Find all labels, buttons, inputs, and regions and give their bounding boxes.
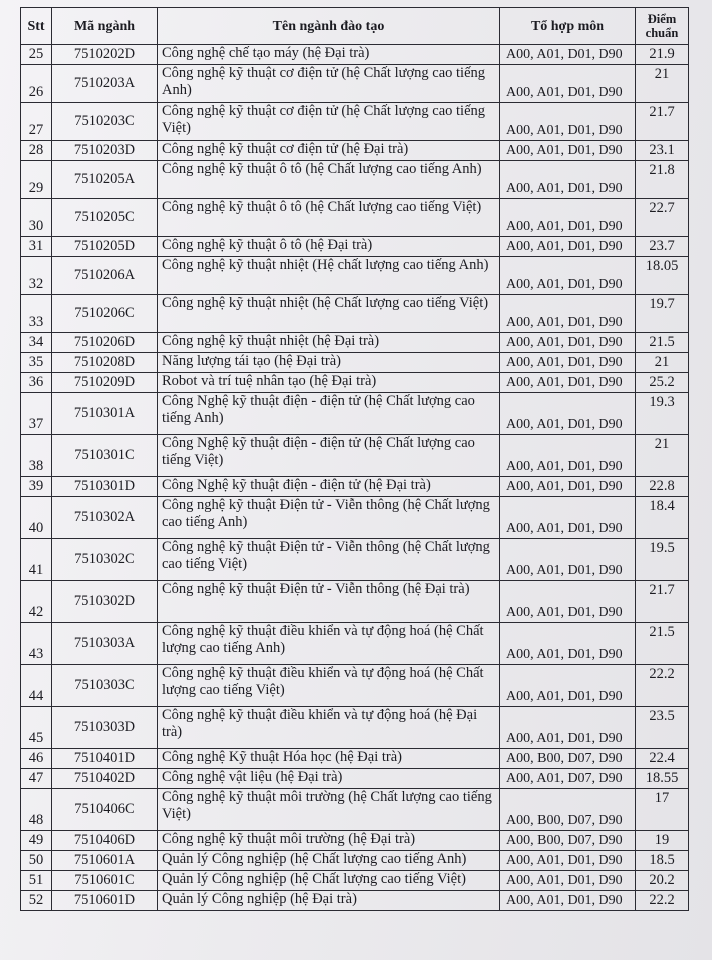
table-header-row — [21, 8, 689, 45]
cell-diem-chuan: 21.9 — [636, 45, 689, 65]
cell-ma-nganh: 7510205C — [52, 199, 158, 237]
cell-ten-nganh: Công nghệ kỹ thuật ô tô (hệ Chất lượng cao tiếng Việt) — [158, 199, 500, 237]
cell-diem-chuan: 23.5 — [636, 707, 689, 749]
cell-ten-nganh: Robot và trí tuệ nhân tạo (hệ Đại trà) — [158, 373, 500, 393]
cell-diem-chuan: 21.7 — [636, 581, 689, 623]
header-diem-line2: chuẩn — [645, 26, 679, 40]
cell-ten-nganh: Năng lượng tái tạo (hệ Đại trà) — [158, 353, 500, 373]
cell-to-hop: A00, B00, D07, D90 — [500, 831, 636, 851]
cell-ma-nganh: 7510401D — [52, 749, 158, 769]
cell-to-hop: A00, A01, D01, D90 — [500, 295, 636, 333]
cell-stt: 45 — [21, 707, 52, 749]
cell-to-hop: A00, A01, D01, D90 — [500, 65, 636, 103]
cell-stt: 32 — [21, 257, 52, 295]
cell-to-hop: A00, B00, D07, D90 — [500, 789, 636, 831]
cell-to-hop: A00, A01, D01, D90 — [500, 141, 636, 161]
cell-ma-nganh: 7510203A — [52, 65, 158, 103]
cell-to-hop: A00, A01, D01, D90 — [500, 851, 636, 871]
cell-ma-nganh: 7510302D — [52, 581, 158, 623]
cell-ten-nganh: Công nghệ kỹ thuật cơ điện tử (hệ Đại trà) — [158, 141, 500, 161]
cell-stt: 39 — [21, 477, 52, 497]
cell-ten-nganh: Công nghệ kỹ thuật cơ điện tử (hệ Chất lượng cao tiếng Việt) — [158, 103, 500, 141]
cell-ma-nganh: 7510301C — [52, 435, 158, 477]
cell-ma-nganh: 7510303A — [52, 623, 158, 665]
cell-diem-chuan: 23.7 — [636, 237, 689, 257]
cell-ten-nganh: Công nghệ kỹ thuật nhiệt (hệ Đại trà) — [158, 333, 500, 353]
cell-ten-nganh: Công nghệ kỹ thuật Điện tử - Viễn thông (hệ Chất lượng cao tiếng Việt) — [158, 539, 500, 581]
cell-to-hop: A00, A01, D01, D90 — [500, 373, 636, 393]
cell-to-hop: A00, A01, D01, D90 — [500, 393, 636, 435]
cell-ma-nganh: 7510303C — [52, 665, 158, 707]
table-row — [21, 141, 689, 161]
table-row — [21, 665, 689, 707]
cell-to-hop: A00, A01, D01, D90 — [500, 333, 636, 353]
table-row — [21, 103, 689, 141]
cell-ma-nganh: 7510203C — [52, 103, 158, 141]
cell-ten-nganh: Công nghệ kỹ thuật điều khiển và tự động hoá (hệ Chất lượng cao tiếng Anh) — [158, 623, 500, 665]
cell-ten-nganh: Công nghệ kỹ thuật điều khiển và tự động hoá (hệ Đại trà) — [158, 707, 500, 749]
cell-stt: 51 — [21, 871, 52, 891]
cell-diem-chuan: 18.5 — [636, 851, 689, 871]
cell-stt: 33 — [21, 295, 52, 333]
cell-stt: 31 — [21, 237, 52, 257]
table-row — [21, 539, 689, 581]
table-row — [21, 871, 689, 891]
table-row — [21, 333, 689, 353]
cell-ten-nganh: Công nghệ kỹ thuật Điện tử - Viễn thông (hệ Chất lượng cao tiếng Anh) — [158, 497, 500, 539]
cell-stt: 43 — [21, 623, 52, 665]
cell-diem-chuan: 21.5 — [636, 333, 689, 353]
cell-stt: 29 — [21, 161, 52, 199]
cell-diem-chuan: 22.7 — [636, 199, 689, 237]
cell-to-hop: A00, A01, D07, D90 — [500, 769, 636, 789]
table-row — [21, 851, 689, 871]
cell-to-hop: A00, A01, D01, D90 — [500, 707, 636, 749]
cell-ma-nganh: 7510203D — [52, 141, 158, 161]
cell-ten-nganh: Công nghệ kỹ thuật cơ điện tử (hệ Chất lượng cao tiếng Anh) — [158, 65, 500, 103]
cell-stt: 48 — [21, 789, 52, 831]
table-row — [21, 707, 689, 749]
table-row — [21, 161, 689, 199]
table-row — [21, 435, 689, 477]
cell-diem-chuan: 20.2 — [636, 871, 689, 891]
table-row — [21, 257, 689, 295]
cell-ten-nganh: Công nghệ vật liệu (hệ Đại trà) — [158, 769, 500, 789]
cell-stt: 26 — [21, 65, 52, 103]
cell-stt: 49 — [21, 831, 52, 851]
cell-diem-chuan: 22.2 — [636, 665, 689, 707]
header-ma-nganh: Mã ngành — [52, 8, 158, 45]
cell-stt: 40 — [21, 497, 52, 539]
cell-to-hop: A00, A01, D01, D90 — [500, 581, 636, 623]
table-row — [21, 749, 689, 769]
table-row — [21, 353, 689, 373]
table-row — [21, 581, 689, 623]
cell-stt: 42 — [21, 581, 52, 623]
cell-diem-chuan: 18.4 — [636, 497, 689, 539]
table-row — [21, 295, 689, 333]
cell-diem-chuan: 19.7 — [636, 295, 689, 333]
admission-score-table — [20, 7, 689, 911]
cell-diem-chuan: 19 — [636, 831, 689, 851]
cell-ma-nganh: 7510302C — [52, 539, 158, 581]
cell-ten-nganh: Quản lý Công nghiệp (hệ Đại trà) — [158, 891, 500, 911]
cell-ten-nganh: Công nghệ chế tạo máy (hệ Đại trà) — [158, 45, 500, 65]
cell-diem-chuan: 23.1 — [636, 141, 689, 161]
cell-ten-nganh: Công nghệ kỹ thuật điều khiển và tự động hoá (hệ Chất lượng cao tiếng Việt) — [158, 665, 500, 707]
cell-diem-chuan: 22.2 — [636, 891, 689, 911]
cell-stt: 44 — [21, 665, 52, 707]
header-diem-chuan — [636, 8, 689, 45]
table-row — [21, 891, 689, 911]
cell-ma-nganh: 7510406C — [52, 789, 158, 831]
header-diem-line1: Điểm — [647, 12, 677, 26]
cell-ma-nganh: 7510302A — [52, 497, 158, 539]
cell-diem-chuan: 21.8 — [636, 161, 689, 199]
header-stt: Stt — [21, 8, 52, 45]
cell-to-hop: A00, A01, D01, D90 — [500, 257, 636, 295]
cell-ten-nganh: Công nghệ Kỹ thuật Hóa học (hệ Đại trà) — [158, 749, 500, 769]
cell-diem-chuan: 25.2 — [636, 373, 689, 393]
cell-ma-nganh: 7510406D — [52, 831, 158, 851]
cell-to-hop: A00, A01, D01, D90 — [500, 891, 636, 911]
cell-to-hop: A00, A01, D01, D90 — [500, 45, 636, 65]
cell-stt: 25 — [21, 45, 52, 65]
cell-ma-nganh: 7510202D — [52, 45, 158, 65]
header-ten-nganh: Tên ngành đào tạo — [158, 8, 500, 45]
cell-ma-nganh: 7510206C — [52, 295, 158, 333]
cell-to-hop: A00, A01, D01, D90 — [500, 353, 636, 373]
table-row — [21, 199, 689, 237]
cell-ten-nganh: Công nghệ kỹ thuật ô tô (hệ Chất lượng cao tiếng Anh) — [158, 161, 500, 199]
cell-ten-nganh: Công Nghệ kỹ thuật điện - điện tử (hệ Chất lượng cao tiếng Anh) — [158, 393, 500, 435]
cell-ma-nganh: 7510301D — [52, 477, 158, 497]
table-row — [21, 477, 689, 497]
table-row — [21, 45, 689, 65]
cell-ten-nganh: Công nghệ kỹ thuật ô tô (hệ Đại trà) — [158, 237, 500, 257]
table-row — [21, 237, 689, 257]
cell-diem-chuan: 19.5 — [636, 539, 689, 581]
cell-ma-nganh: 7510402D — [52, 769, 158, 789]
cell-to-hop: A00, B00, D07, D90 — [500, 749, 636, 769]
table-row — [21, 65, 689, 103]
cell-ten-nganh: Công Nghệ kỹ thuật điện - điện tử (hệ Chất lượng cao tiếng Việt) — [158, 435, 500, 477]
cell-diem-chuan: 21.5 — [636, 623, 689, 665]
table-row — [21, 831, 689, 851]
cell-to-hop: A00, A01, D01, D90 — [500, 161, 636, 199]
cell-ma-nganh: 7510601D — [52, 891, 158, 911]
cell-ten-nganh: Quản lý Công nghiệp (hệ Chất lượng cao tiếng Anh) — [158, 851, 500, 871]
cell-stt: 34 — [21, 333, 52, 353]
cell-to-hop: A00, A01, D01, D90 — [500, 199, 636, 237]
cell-ma-nganh: 7510205D — [52, 237, 158, 257]
cell-to-hop: A00, A01, D01, D90 — [500, 623, 636, 665]
table-row — [21, 789, 689, 831]
cell-to-hop: A00, A01, D01, D90 — [500, 871, 636, 891]
cell-ma-nganh: 7510601A — [52, 851, 158, 871]
cell-ten-nganh: Quản lý Công nghiệp (hệ Chất lượng cao tiếng Việt) — [158, 871, 500, 891]
cell-ma-nganh: 7510208D — [52, 353, 158, 373]
table-row — [21, 769, 689, 789]
cell-to-hop: A00, A01, D01, D90 — [500, 103, 636, 141]
table-row — [21, 373, 689, 393]
table-row — [21, 623, 689, 665]
cell-stt: 46 — [21, 749, 52, 769]
cell-stt: 28 — [21, 141, 52, 161]
cell-stt: 50 — [21, 851, 52, 871]
cell-diem-chuan: 19.3 — [636, 393, 689, 435]
cell-diem-chuan: 22.4 — [636, 749, 689, 769]
cell-diem-chuan: 22.8 — [636, 477, 689, 497]
cell-diem-chuan: 21.7 — [636, 103, 689, 141]
cell-diem-chuan: 18.55 — [636, 769, 689, 789]
cell-ten-nganh: Công nghệ kỹ thuật Điện tử - Viễn thông (hệ Đại trà) — [158, 581, 500, 623]
cell-diem-chuan: 18.05 — [636, 257, 689, 295]
cell-to-hop: A00, A01, D01, D90 — [500, 435, 636, 477]
cell-stt: 36 — [21, 373, 52, 393]
cell-to-hop: A00, A01, D01, D90 — [500, 497, 636, 539]
cell-stt: 35 — [21, 353, 52, 373]
cell-stt: 38 — [21, 435, 52, 477]
header-to-hop: Tổ hợp môn — [500, 8, 636, 45]
cell-ma-nganh: 7510209D — [52, 373, 158, 393]
table-row — [21, 497, 689, 539]
cell-ma-nganh: 7510206A — [52, 257, 158, 295]
cell-diem-chuan: 21 — [636, 435, 689, 477]
cell-ma-nganh: 7510206D — [52, 333, 158, 353]
cell-ten-nganh: Công nghệ kỹ thuật nhiệt (Hệ chất lượng cao tiếng Anh) — [158, 257, 500, 295]
cell-ten-nganh: Công nghệ kỹ thuật môi trường (hệ Đại trà) — [158, 831, 500, 851]
cell-to-hop: A00, A01, D01, D90 — [500, 665, 636, 707]
cell-stt: 30 — [21, 199, 52, 237]
cell-ma-nganh: 7510601C — [52, 871, 158, 891]
cell-to-hop: A00, A01, D01, D90 — [500, 237, 636, 257]
cell-ma-nganh: 7510301A — [52, 393, 158, 435]
cell-stt: 52 — [21, 891, 52, 911]
cell-ten-nganh: Công nghệ kỹ thuật nhiệt (hệ Chất lượng cao tiếng Việt) — [158, 295, 500, 333]
cell-stt: 37 — [21, 393, 52, 435]
table-row — [21, 393, 689, 435]
cell-stt: 27 — [21, 103, 52, 141]
cell-to-hop: A00, A01, D01, D90 — [500, 539, 636, 581]
cell-to-hop: A00, A01, D01, D90 — [500, 477, 636, 497]
cell-stt: 41 — [21, 539, 52, 581]
cell-ma-nganh: 7510205A — [52, 161, 158, 199]
cell-diem-chuan: 21 — [636, 65, 689, 103]
cell-ma-nganh: 7510303D — [52, 707, 158, 749]
cell-ten-nganh: Công nghệ kỹ thuật môi trường (hệ Chất lượng cao tiếng Việt) — [158, 789, 500, 831]
cell-ten-nganh: Công Nghệ kỹ thuật điện - điện tử (hệ Đại trà) — [158, 477, 500, 497]
cell-diem-chuan: 21 — [636, 353, 689, 373]
cell-diem-chuan: 17 — [636, 789, 689, 831]
cell-stt: 47 — [21, 769, 52, 789]
